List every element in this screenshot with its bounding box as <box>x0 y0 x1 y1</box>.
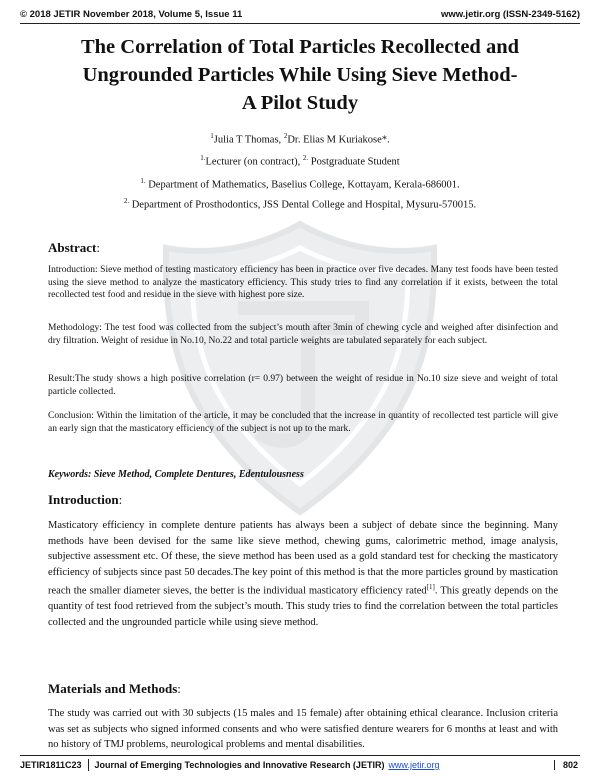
author-1-marker: 1 <box>210 132 214 140</box>
running-footer <box>20 758 580 772</box>
keywords: Keywords: Sieve Method, Complete Dentures, Edentulousness <box>48 469 304 480</box>
abstract-heading: Abstract: <box>48 240 101 255</box>
footer-divider <box>20 755 580 756</box>
methods-heading-text: Materials and Methods <box>48 681 178 696</box>
introduction-text-b: . This greatly depends on the quantity of test food retrieved from the subject’s mouth. This study tries to find the correlation between the total particles collected and the ungrounded particle while using sieve method. <box>48 585 558 628</box>
running-header <box>20 6 580 22</box>
title-line-2: Ungrounded Particles While Using Sieve Method- <box>82 64 518 86</box>
abstract-heading-text: Abstract <box>48 240 97 255</box>
affiliation-1 <box>20 177 580 191</box>
author-1-name: Julia T Thomas, <box>213 134 284 146</box>
role-1: Lecturer (on contract), <box>205 156 303 168</box>
title-line-1: The Correlation of Total Particles Recollected and <box>80 36 520 58</box>
affiliation-1-marker: 1. <box>140 177 146 185</box>
abstract-result: Result:The study shows a high positive correlation (r= 0.97) between the weight of residue in No.10 size sieve and weight of total particle collected. <box>48 374 558 397</box>
abstract-conclusion: Conclusion: Within the limitation of the article, it may be concluded that the increase in quantity of recollected test particle will give an early sign that the masticatory efficiency of the subject is not up to the mark. <box>48 411 558 434</box>
abstract-introduction: Introduction: Sieve method of testing masticatory efficiency has been in practice over five decades. Many test foods have been tested using the sieve method to analyze the masticatory efficiency. This study tries to find any correlation if it exists, between the total recollected test food and residue in the sieve with highest pore size. <box>48 265 558 300</box>
affiliation-2-text: Department of Prosthodontics, JSS Dental College and Hospital, Mysuru-570015. <box>129 199 477 211</box>
affiliation-2 <box>20 197 580 211</box>
article-code: JETIR1811C23 <box>20 760 82 770</box>
introduction-text-a: Masticatory efficiency in complete denture patients has always been a subject of debate since the beginning. Many methods have been devised for the same like sieve method, chewing gums, calorimetric method, image analysis, subjective assessment etc. Of these, the sieve method has been used as a gold standard test for checking the masticatory efficiency of subjects since past 50 decades.The key point of this method is that the more particles ground by mastication reach the smaller diameter sieves, the better is the individual masticatory efficiency rated <box>48 520 558 597</box>
role-1-marker: 1. <box>200 154 206 162</box>
introduction-heading-text: Introduction <box>48 492 119 507</box>
methods-paragraph: The study was carried out with 30 subjects (15 males and 15 female) after obtaining ethical clearance. Inclusion criteria was set as subjects who signed informed consents and who were satisfied denture wearers for 6 months at least and with no history of TMJ problems, neurological problems and mental disabilities. <box>48 708 558 750</box>
footer-journal <box>95 760 440 770</box>
header-issue-info: © 2018 JETIR November 2018, Volume 5, Issue 11 <box>20 8 243 20</box>
citation-1[interactable]: [1] <box>426 583 435 591</box>
role-2: Postgraduate Student <box>308 156 400 168</box>
author-2-marker: 2 <box>283 132 288 140</box>
introduction-paragraph <box>48 518 558 630</box>
introduction-heading: Introduction: <box>48 492 123 507</box>
affiliation-1-text: Department of Mathematics, Baselius College, Kottayam, Kerala-686001. <box>145 179 460 191</box>
footer-separator <box>88 759 89 771</box>
page-number: 802 <box>554 760 580 770</box>
journal-name: Journal of Emerging Technologies and Innovative Research (JETIR) <box>94 760 385 770</box>
title-line-3: A Pilot Study <box>241 92 359 114</box>
methods-heading: Materials and Methods: <box>48 681 181 696</box>
author-list <box>20 132 580 146</box>
affiliation-2-marker: 2. <box>123 197 130 205</box>
role-2-marker: 2. <box>302 154 309 162</box>
abstract-methodology: Methodology: The test food was collected from the subject’s mouth after 3min of chewing cycle and weighed after disinfection and dry filtration. Weight of residue in No.10, No.22 and total particle weights are tabulated separately for each subject. <box>48 323 558 346</box>
paper-title <box>20 33 580 117</box>
header-journal-url: www.jetir.org (ISSN-2349-5162) <box>440 8 580 20</box>
author-roles <box>20 154 580 168</box>
author-2-name: Dr. Elias M Kuriakose*. <box>287 134 390 146</box>
header-divider <box>20 23 580 24</box>
journal-link[interactable]: www.jetir.org <box>388 760 440 770</box>
